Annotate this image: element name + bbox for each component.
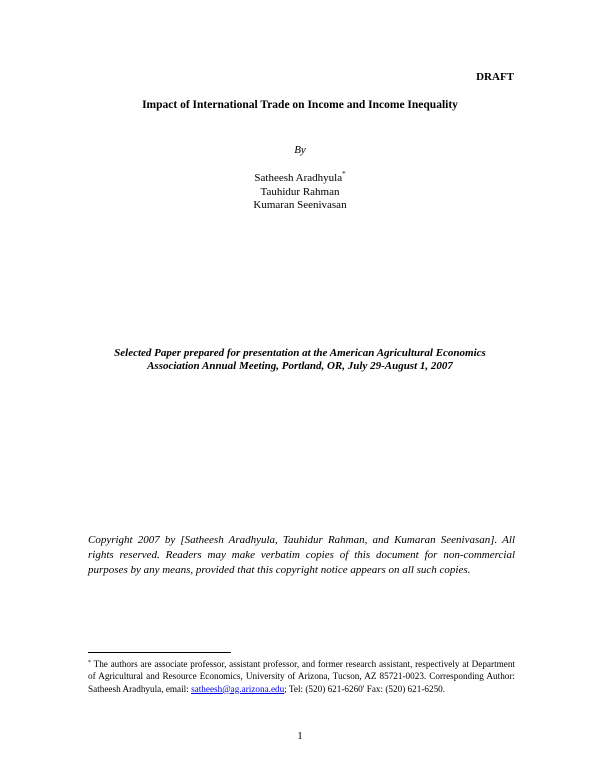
paper-title: Impact of International Trade on Income and Income Inequality <box>142 99 458 111</box>
author-list <box>0 172 600 213</box>
footnote-marker: * <box>342 170 346 178</box>
by-label: By <box>294 144 306 156</box>
page-number: 1 <box>297 730 303 742</box>
presentation-note-line: Association Annual Meeting, Portland, OR, July 29-August 1, 2007 <box>147 360 453 372</box>
copyright-notice: Copyright 2007 by [Satheesh Aradhyula, Tauhidur Rahman, and Kumaran Seenivasan]. All rights reserved. Readers may make verbatim copies of this document for non-commercial purposes by any means, provided that this copyright notice appears on all such copies. <box>88 534 515 576</box>
draft-label: DRAFT <box>476 71 514 83</box>
presentation-note <box>60 347 540 373</box>
footnote-text: The authors are associate professor, assistant professor, and former research assistant, respectively at Department of Agricultural and Resource Economics, University of Arizona, Tucson, AZ 85721-0023. Corresponding Author: Satheesh Aradhyula, email: <box>88 659 515 694</box>
email-link[interactable]: satheesh@ag.arizona.edu <box>191 683 285 694</box>
footnote-marker: * <box>88 660 91 666</box>
author-name: Kumaran Seenivasan <box>253 199 347 211</box>
footnote <box>88 658 515 695</box>
footnote-text-tail: ; Tel: (520) 621-6260' Fax: (520) 621-6250. <box>284 683 446 694</box>
author-name: Satheesh Aradhyula* <box>254 170 346 184</box>
author-name: Tauhidur Rahman <box>260 185 340 198</box>
footnote-divider <box>88 652 231 653</box>
presentation-note-line: Selected Paper prepared for presentation at the American Agricultural Economics <box>114 347 486 359</box>
